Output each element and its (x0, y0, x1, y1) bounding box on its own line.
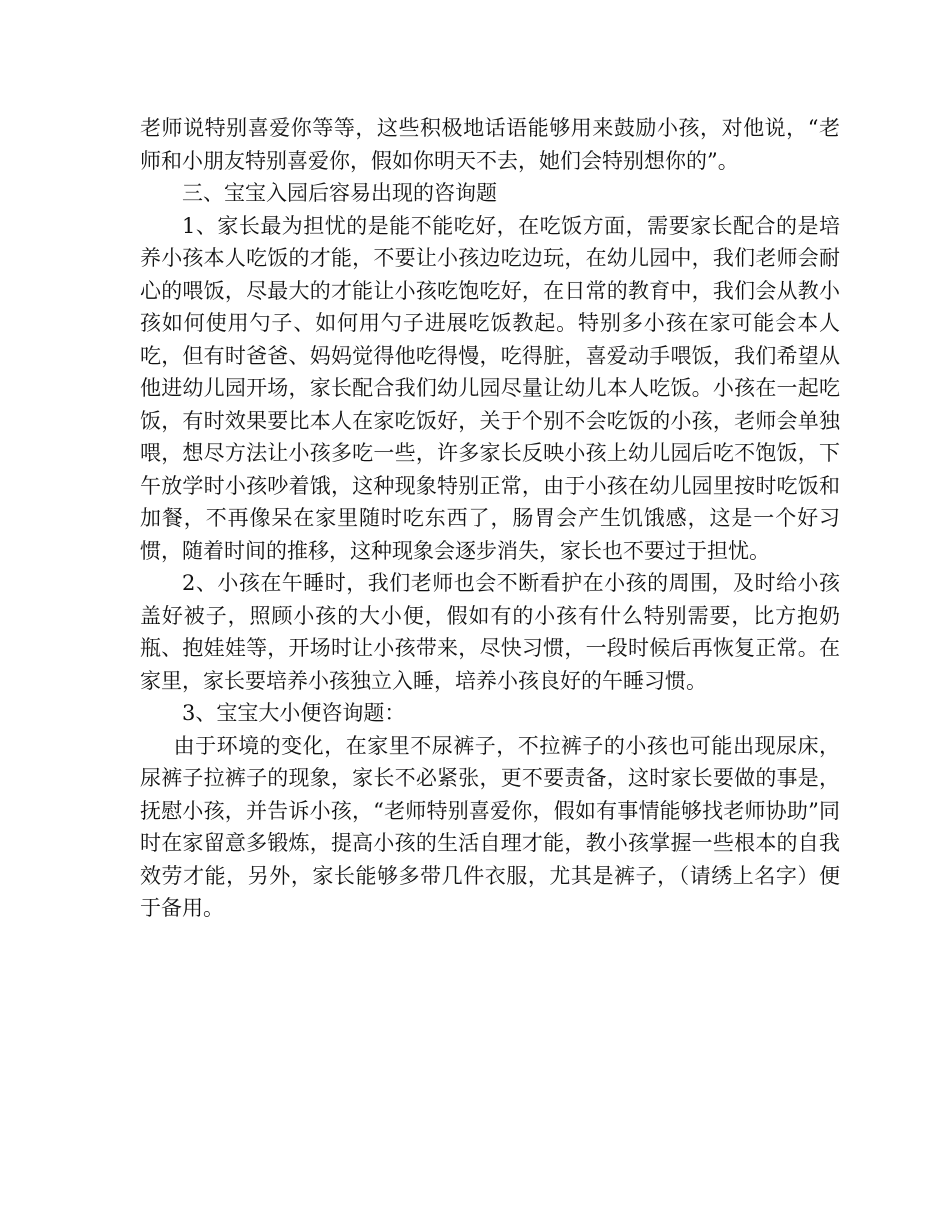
paragraph-continuation: 老师说特别喜爱你等等，这些积极地话语能够用来鼓励小孩，对他说，“老师和小朋友特别喜爱你，假如你明天不去，她们会特别想你的”。 (140, 116, 840, 173)
document-body (140, 112, 840, 925)
paragraph-toileting: 由于环境的变化，在家里不尿裤子，不拉裤子的小孩也可能出现尿床，尿裤子拉裤子的现象，家长不必紧张，更不要责备，这时家长要做的事是，抚慰小孩，并告诉小孩，“老师特别喜爱你，假如有事情能够找老师协助”同时在家留意多锻炼，提高小孩的生活自理才能，教小孩掌握一些根本的自我效劳才能，另外，家长能够多带几件衣服，尤其是裤子，（请绣上名字）便于备用。 (140, 733, 840, 920)
paragraph-eating: 1、家长最为担忧的是能不能吃好，在吃饭方面，需要家长配合的是培养小孩本人吃饭的才能，不要让小孩边吃边玩，在幼儿园中，我们老师会耐心的喂饭，尽最大的才能让小孩吃饱吃好，在日常的教育中，我们会从教小孩如何使用勺子、如何用勺子进展吃饭教起。特别多小孩在家可能会本人吃，但有时爸爸、妈妈觉得他吃得慢，吃得脏，喜爱动手喂饭，我们希望从他进幼儿园开场，家长配合我们幼儿园尽量让幼儿本人吃饭。小孩在一起吃饭，有时效果要比本人在家吃饭好，关于个别不会吃饭的小孩，老师会单独喂，想尽方法让小孩多吃一些，许多家长反映小孩上幼儿园后吃不饱饭，下午放学时小孩吵着饿，这种现象特别正常，由于小孩在幼儿园里按时吃饭和加餐，不再像呆在家里随时吃东西了，肠胃会产生饥饿感，这是一个好习惯，随着时间的推移，这种现象会逐步消失，家长也不要过于担忧。 (140, 213, 840, 563)
subheading-toileting: 3、宝宝大小便咨询题： (182, 701, 406, 725)
section-heading: 三、宝宝入园后容易出现的咨询题 (182, 181, 497, 205)
paragraph-napping: 2、小孩在午睡时，我们老师也会不断看护在小孩的周围，及时给小孩盖好被子，照顾小孩的大小便，假如有的小孩有什么特别需要，比方抱奶瓶、抱娃娃等，开场时让小孩带来，尽快习惯，一段时候后再恢复正常。在家里，家长要培养小孩独立入睡，培养小孩良好的午睡习惯。 (140, 571, 840, 693)
